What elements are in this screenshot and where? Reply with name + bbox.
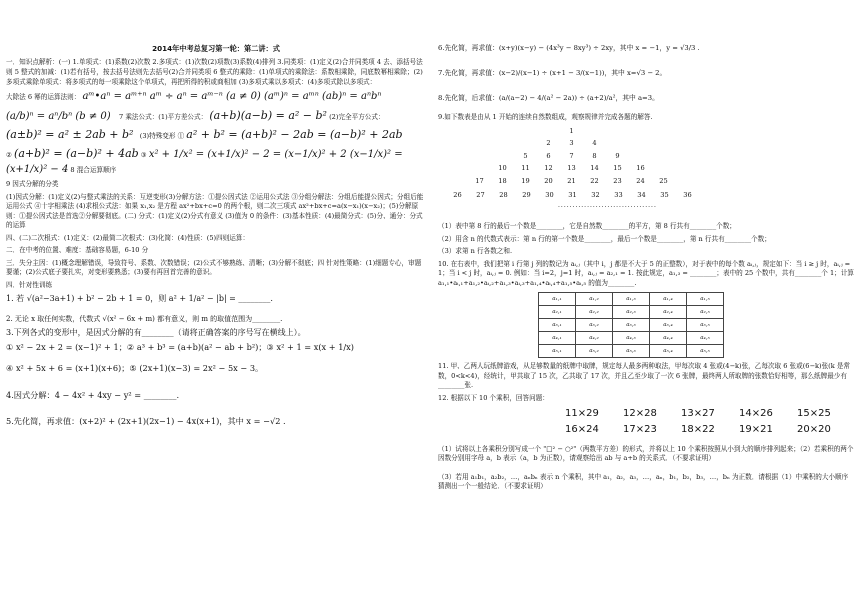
grid-row	[539, 293, 724, 306]
triangle-cell: 23	[613, 176, 622, 185]
special-transform-1: a² + b² = (a+b)² − 2ab = (a−b)² + 2ab	[186, 128, 403, 142]
triangle-cell	[491, 125, 514, 138]
grid-cell: a₅,₃	[613, 345, 650, 358]
triangle-cell	[468, 125, 491, 138]
grid-cell: a₂,₂	[576, 306, 613, 319]
question-9-part-1: （1）表中第 8 行的最后一个数是________，它是自然数________的平方，第 8 行共有________个数；	[438, 222, 736, 231]
triangle-cell: 29	[522, 191, 531, 200]
question-12-part-1-2: （1）试将以上各乘积分别写成一个 "□² − ○²"（两数平方差）的形式，并将以上 10 个乘积按照从小到大的顺序排列起来；（2）若乘积的两个因数分别用字母 a，b 表示（a，b 为正数），请观察给出 ab 与 a+b 的关系式．（不要求证明）	[438, 444, 854, 463]
triangle-cell	[468, 138, 491, 151]
triangle-cell: 5	[523, 151, 528, 160]
triangle-cell: 31	[568, 191, 577, 200]
triangle-cell	[583, 125, 606, 138]
triangle-cell	[629, 138, 652, 151]
triangle-cell: 22	[590, 176, 599, 185]
triangle-cell: 27	[476, 191, 485, 200]
triangle-cell: 18	[498, 176, 507, 185]
triangle-cell	[514, 125, 537, 138]
products-table	[563, 406, 853, 439]
triangle-cell: 19	[521, 176, 530, 185]
grid-cell: a₄,₃	[613, 332, 650, 345]
question-10: 10. 在右表中，我们把第 i 行第 j 列的数记为 aᵢ,ⱼ（其中 i，j 都是不大于 5 的正整数），对于表中的每个数 aᵢ,ⱼ，规定如下：当 i ≥ j 时，aᵢ,ⱼ = 1；当 i < j 时，aᵢ,ⱼ = 0. 例如：当 i=2，j=1 时，aᵢ,ⱼ = a₂,₁ = 1. 按此规定，a₁,₃ = ________；表中的 25 个数中，共有________个 1；计算 a₁,₁•aᵢ,₁+a₁,₂•aᵢ,₂+a₁,₃•aᵢ,₃+a₁,₄•aᵢ,₄+a₁,₅•aᵢ,₅ 的值为________.	[438, 259, 854, 287]
grid-cell: a₃,₃	[613, 319, 650, 332]
triangle-cell: 8	[592, 151, 597, 160]
product-row	[563, 406, 853, 423]
exam-position: 二．在中考的位置、难度：基础容易题，6-10 分	[6, 246, 149, 255]
product-row	[563, 422, 853, 439]
triangle-cell: 25	[659, 176, 668, 185]
question-8: 8.先化简，后求值：(a/(a−2) − 4/(a² − 2a)) ÷ (a+2)/a²，其中 a=3。	[438, 93, 659, 102]
triangle-cell	[629, 125, 652, 138]
triangle-cell: 2	[546, 139, 551, 148]
triangle-cell	[652, 150, 675, 163]
grid-cell: a₂,₄	[650, 306, 687, 319]
mixed-order: 8 混合运算顺序	[70, 165, 117, 174]
grid-cell: a₂,₁	[539, 306, 576, 319]
question-4: 4.因式分解：4 − 4x² + 4xy − y² = ________.	[6, 389, 180, 400]
triangle-cell: 15	[613, 164, 622, 173]
product-cell: 12×28	[623, 407, 657, 419]
grid-cell: a₅,₅	[687, 345, 724, 358]
difference-of-squares: (a+b)(a−b) = a² − b²	[209, 108, 327, 122]
triangle-cell: 7	[569, 151, 574, 160]
practice-heading: 四．针对性训练	[6, 280, 53, 289]
number-triangle	[468, 125, 675, 188]
question-9-part-2: （2）用含 n 的代数式表示：第 n 行的第一个数是________，最后一个数是________，第 n 行共有________个数；	[438, 234, 771, 243]
question-2: 2. 无论 x 取任何实数，代数式 √(x² − 6x + m) 都有意义，则 m 的取值范围为________.	[6, 315, 283, 324]
product-cell: 13×27	[681, 407, 715, 419]
right-column	[438, 0, 854, 495]
left-column	[6, 0, 426, 431]
triangle-row	[468, 150, 675, 163]
fraction-power-rule: (a/b)ⁿ = aⁿ/bⁿ (b ≠ 0)	[6, 110, 111, 122]
triangle-row	[468, 125, 675, 138]
factor-heading: 9 因式分解的分类	[6, 180, 59, 189]
grid-row	[539, 319, 724, 332]
triangle-cell: 32	[591, 191, 600, 200]
triangle-cell: 13	[567, 164, 576, 173]
question-3-options-b: ④ x² + 5x + 6 = (x+1)(x+6)；⑤ (2x+1)(x−3) = 2x² − 5x − 3。	[6, 362, 264, 373]
radical-text: 四、(二)二次根式：(1)定义：(2)最简二次根式：(3)化简：(4)性质：(5)四则运算：	[6, 233, 250, 242]
triangle-cell	[652, 125, 675, 138]
question-3-options-a: ① x² − 2x + 2 = (x−1)² + 1；② a³ + b³ = (a+b)(a² − ab + b²)；③ x² + 1 = x(x + 1/x)	[6, 341, 354, 352]
triangle-cell	[468, 163, 491, 176]
a-ij-table	[538, 292, 724, 358]
grid-cell: a₃,₄	[650, 319, 687, 332]
question-9: 9.如下数表是由从 1 开始的连续自然数组成，观察规律并完成各题的解答.	[438, 112, 653, 121]
full-square-intro: (2)完全平方公式：	[329, 112, 385, 121]
product-cell: 16×24	[565, 424, 599, 436]
full-square-line	[6, 127, 426, 143]
triangle-cell: 3	[569, 139, 574, 148]
grid-cell: a₃,₁	[539, 319, 576, 332]
special-transform-3-label: ③	[140, 151, 147, 160]
triangle-cell: 11	[521, 164, 530, 173]
mult-formula-intro: 7 乘法公式：(1)平方差公式：	[119, 112, 208, 121]
question-12: 12. 根据以下 10 个乘积，回答问题：	[438, 393, 549, 402]
triangle-cell	[629, 150, 652, 163]
product-cell: 20×20	[797, 424, 831, 436]
triangle-cell: 34	[637, 191, 646, 200]
grid-cell: a₅,₂	[576, 345, 613, 358]
triangle-cell: 17	[475, 176, 484, 185]
product-cell: 14×26	[739, 407, 773, 419]
exponent-rules	[6, 90, 426, 105]
triangle-cell	[491, 138, 514, 151]
continuation-dots: ··································	[558, 204, 657, 212]
triangle-cell	[491, 150, 514, 163]
triangle-cell	[606, 125, 629, 138]
exponent-rules-formula: aᵐ•aⁿ = aᵐ⁺ⁿ aᵐ ÷ aⁿ = aᵐ⁻ⁿ (a ≠ 0) (aᵐ)ⁿ = aᵐⁿ (ab)ⁿ = aⁿbⁿ	[82, 91, 382, 103]
triangle-cell: 9	[615, 151, 620, 160]
grid-cell: a₁,₅	[687, 293, 724, 306]
triangle-cell: 16	[636, 164, 645, 173]
triangle-cell	[652, 138, 675, 151]
document-title: 2014年中考总复习第一轮：第二讲：式	[152, 44, 280, 53]
triangle-row	[468, 138, 675, 151]
triangle-cell: 20	[544, 176, 553, 185]
question-3: 3.下列各式的变形中，是因式分解的有________（请将正确答案的序号写在横线上）。	[6, 328, 306, 338]
product-cell: 15×25	[797, 407, 831, 419]
triangle-cell: 6	[546, 151, 551, 160]
triangle-cell: 1	[569, 126, 574, 135]
triangle-cell: 28	[499, 191, 508, 200]
grid-row	[539, 332, 724, 345]
question-12-part-3: （3）若用 a₁b₁，a₂b₂，…，aₙbₙ 表示 n 个乘积，其中 a₁，a₂，a₃，…，aₙ，b₁，b₂，b₃，…，bₙ 为正数．请根据（1）中乘积的大小顺序猜测出一个一般结论．（不要求证明）	[438, 472, 849, 491]
grid-cell: a₁,₄	[650, 293, 687, 306]
grid-cell: a₂,₅	[687, 306, 724, 319]
special-transform-intro: (3)特殊变形 ①	[139, 132, 185, 141]
triangle-cell: 21	[567, 176, 576, 185]
question-7: 7.先化简，再求值：(x−2)/(x−1) ÷ (x+1 − 3/(x−1))，其中 x=√3 − 2。	[438, 68, 667, 77]
product-cell: 18×22	[681, 424, 715, 436]
exponent-rules-intro: 大除法 6 幂的运算法则：	[6, 93, 81, 102]
number-triangle-last-row	[446, 190, 699, 203]
product-cell: 17×23	[623, 424, 657, 436]
triangle-cell: 36	[683, 191, 692, 200]
question-5: 5.先化简，再求值：(x+2)² + (2x+1)(2x−1) − 4x(x+1)，其中 x = −√2 .	[6, 416, 286, 427]
triangle-cell	[652, 163, 675, 176]
grid-cell: a₄,₂	[576, 332, 613, 345]
product-cell: 19×21	[739, 424, 773, 436]
triangle-cell	[468, 150, 491, 163]
grid-cell: a₄,₁	[539, 332, 576, 345]
question-11: 11. 甲、乙两人玩纸牌游戏，从足够数量的纸牌中取牌，规定每人最多两种取法，甲每次取 4 张或(4−k)张，乙每次取 6 张或(6−k)张(k 是常数，0<k<4)，经统计，甲共取了 15 次，乙共取了 17 次，并且乙至少取了一次 6 张牌，最终两人所取牌的张数恰好相等，那么纸牌最少有________张.	[438, 362, 851, 390]
grid-row	[539, 345, 724, 358]
mistake-causes: 三．失分主因：(1)概念理解错误，导致符号、系数、次数错误；(2)公式不够熟练、清晰；(3)分解不彻底；四 针对性策略：(1)细题专心，审题要谨；(2)公式底子要扎实，对变形要熟悉；(3)要有再回首完善的意识。	[6, 258, 422, 277]
question-6: 6.先化简，再求值：(x+y)(x−y) − (4x³y − 8xy³) ÷ 2xy，其中 x = −1，y = √3/3 .	[438, 44, 700, 52]
grid-cell: a₅,₁	[539, 345, 576, 358]
triangle-row	[468, 163, 675, 176]
triangle-cell	[606, 138, 629, 151]
triangle-row	[468, 175, 675, 188]
special-transform-2: (a+b)² = (a−b)² + 4ab	[14, 147, 139, 161]
triangle-cell: 35	[660, 191, 669, 200]
grid-cell: a₁,₃	[613, 293, 650, 306]
grid-cell: a₄,₅	[687, 332, 724, 345]
grid-cell: a₃,₅	[687, 319, 724, 332]
triangle-cell: 26	[453, 191, 462, 200]
full-square-formula: (a±b)² = a² ± 2ab + b²	[6, 128, 134, 142]
question-1: 1. 若 √(a²−3a+1) + b² − 2b + 1 = 0，则 a² + 1/a² − |b| = ________.	[6, 294, 273, 304]
factor-text: (1)因式分解：(1)定义(2)与整式乘法的关系：互逆变形(3)分解方法：①提公因式法 ②运用公式法 ③分组分解法：分组后能提公因式；分组后能运用公式 ④十字相乘法 (4)求根公式法：如果 x₁,x₂ 是方程 ax²+bx+c=0 的两个根，则二次三项式 ax²+bx+c=a(x−x₁)(x−x₂)；(5)分解原则：①提公因式法是首选②分解要彻底。(二) 分式：(1)定义(2)分式有意义 (3)值为 0 的条件：(3)基本性质：(4)最简分式：(5)分、通分：分式的运算	[6, 192, 424, 230]
grid-cell: a₁,₂	[576, 293, 613, 306]
triangle-cell: 24	[636, 176, 645, 185]
grid-cell: a₅,₄	[650, 345, 687, 358]
grid-cell: a₁,₁	[539, 293, 576, 306]
triangle-cell: 12	[544, 164, 553, 173]
triangle-cell	[514, 138, 537, 151]
grid-cell: a₃,₂	[576, 319, 613, 332]
knowledge-points: 一．知识点解析：(一) 1.单项式：(1)系数(2)次数 2.多项式：(1)次数(2)项数(3)系数(4)排列 3.同类项：(1)定义(2)合并同类项 4 去、添括号法则 5 整式的加减：(1)若有括号，按去括号法则先去括号(2)合并同类项 6 整式的乘除：(1)单项式的乘除法：系数相乘除，同底数幂相乘除；(2)多项式乘除单项式：将多项式的每一项乘除这个单项式，再把所得的积或商相加 (3)多项式乘以多项式：(4)多项式除以多项式：	[6, 58, 423, 86]
grid-cell: a₄,₄	[650, 332, 687, 345]
question-9-part-3: （3）求第 n 行各数之和.	[438, 247, 513, 256]
grid-row	[539, 306, 724, 319]
triangle-cell: 14	[590, 164, 599, 173]
product-cell: 11×29	[565, 407, 599, 419]
grid-cell: a₂,₃	[613, 306, 650, 319]
triangle-cell: 30	[545, 191, 554, 200]
triangle-cell: 33	[614, 191, 623, 200]
special-transform-3: x² + 1/x² = (x+1/x)² − 2 = (x−1/x)² + 2 (x−1/x)² = (x+1/x)² − 4	[6, 149, 403, 175]
triangle-cell: 10	[498, 164, 507, 173]
special-transform-2-label: ②	[6, 151, 12, 160]
special-transform-line	[6, 146, 426, 177]
triangle-cell: 4	[592, 139, 597, 148]
fraction-power-line	[6, 108, 426, 125]
triangle-cell	[537, 125, 560, 138]
